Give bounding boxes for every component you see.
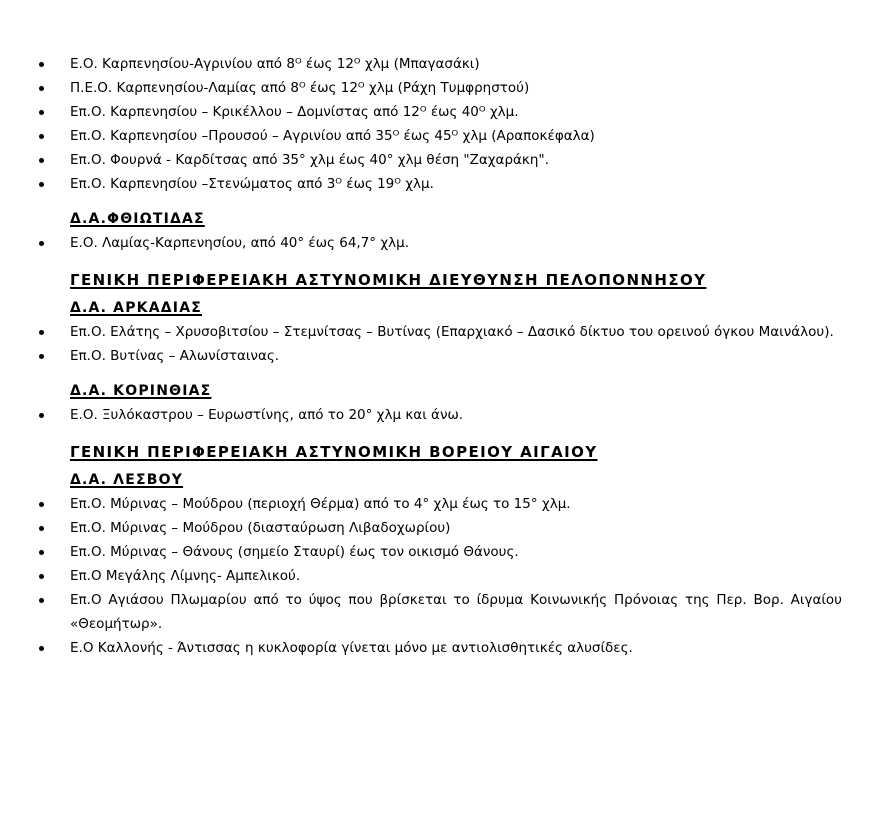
da-arkadias-list [36,320,850,368]
list-item: Επ.Ο. Καρπενησίου –Στενώματος από 3ᴼ έως 19ᴼ χλμ. [36,172,850,196]
list-item: Π.Ε.Ο. Καρπενησίου-Λαμίας από 8ᴼ έως 12ᴼ χλμ (Ράχη Τυμφρηστού) [36,76,850,100]
list-item: Ε.Ο. Ξυλόκαστρου – Ευρωστίνης, από το 20° χλμ και άνω. [36,403,850,427]
list-item: Επ.Ο. Μύρινας – Θάνους (σημείο Σταυρί) έως τον οικισμό Θάνους. [36,540,850,564]
da-lesvou-list [36,492,850,660]
da-fthiotidas-list [36,231,850,255]
heading-voreiou-aigaiou: ΓΕΝΙΚΗ ΠΕΡΙΦΕΡΕΙΑΚΗ ΑΣΤΥΝΟΜΙΚΗ ΒΟΡΕΙΟΥ ΑΙΓΑΙΟΥ [70,443,598,461]
list-item: Επ.Ο. Μύρινας – Μούδρου (περιοχή Θέρμα) από το 4° χλμ έως το 15° χλμ. [36,492,850,516]
heading-da-lesvou: Δ.Α. ΛΕΣΒΟΥ [70,472,184,488]
heading-da-fthiotidas: Δ.Α.ΦΘΙΩΤΙΔΑΣ [70,211,205,227]
list-item: Επ.Ο Μεγάλης Λίμνης- Αμπελικού. [36,564,850,588]
list-item: Επ.Ο. Μύρινας – Μούδρου (διασταύρωση Λιβαδοχωρίου) [36,516,850,540]
list-item: Επ.Ο. Βυτίνας – Αλωνίσταινας. [36,344,850,368]
list-item: Επ.Ο. Φουρνά - Καρδίτσας από 35° χλμ έως 40° χλμ θέση "Ζαχαράκη". [36,148,850,172]
list-item: Ε.Ο. Λαμίας-Καρπενησίου, από 40° έως 64,7° χλμ. [36,231,850,255]
list-item: Ε.Ο. Καρπενησίου-Αγρινίου από 8ᴼ έως 12ᴼ χλμ (Μπαγασάκι) [36,52,850,76]
list-item: Επ.Ο. Καρπενησίου –Προυσού – Αγρινίου από 35ᴼ έως 45ᴼ χλμ (Αραποκέφαλα) [36,124,850,148]
heading-peloponnisou: ΓΕΝΙΚΗ ΠΕΡΙΦΕΡΕΙΑΚΗ ΑΣΤΥΝΟΜΙΚΗ ΔΙΕΥΘΥΝΣΗ ΠΕΛΟΠΟΝΝΗΣΟΥ [70,271,707,289]
list-item: Επ.Ο. Ελάτης – Χρυσοβιτσίου – Στεμνίτσας – Βυτίνας (Επαρχιακό – Δασικό δίκτυο του ορεινού όγκου Μαινάλου). [36,320,850,344]
heading-da-korinthias: Δ.Α. ΚΟΡΙΝΘΙΑΣ [70,383,212,399]
list-item: Επ.Ο. Καρπενησίου – Κρικέλλου – Δομνίστας από 12ᴼ έως 40ᴼ χλμ. [36,100,850,124]
da-korinthias-list [36,403,850,427]
fthiotidas-top-list [36,52,850,196]
list-item: Ε.Ο Καλλονής - Άντισσας η κυκλοφορία γίνεται μόνο με αντιολισθητικές αλυσίδες. [36,636,850,660]
heading-da-arkadias: Δ.Α. ΑΡΚΑΔΙΑΣ [70,300,203,316]
list-item: Επ.Ο Αγιάσου Πλωμαρίου από το ύψος που βρίσκεται το ίδρυμα Κοινωνικής Πρόνοιας της Περ. Βορ. Αιγαίου «Θεομήτωρ». [36,588,850,636]
